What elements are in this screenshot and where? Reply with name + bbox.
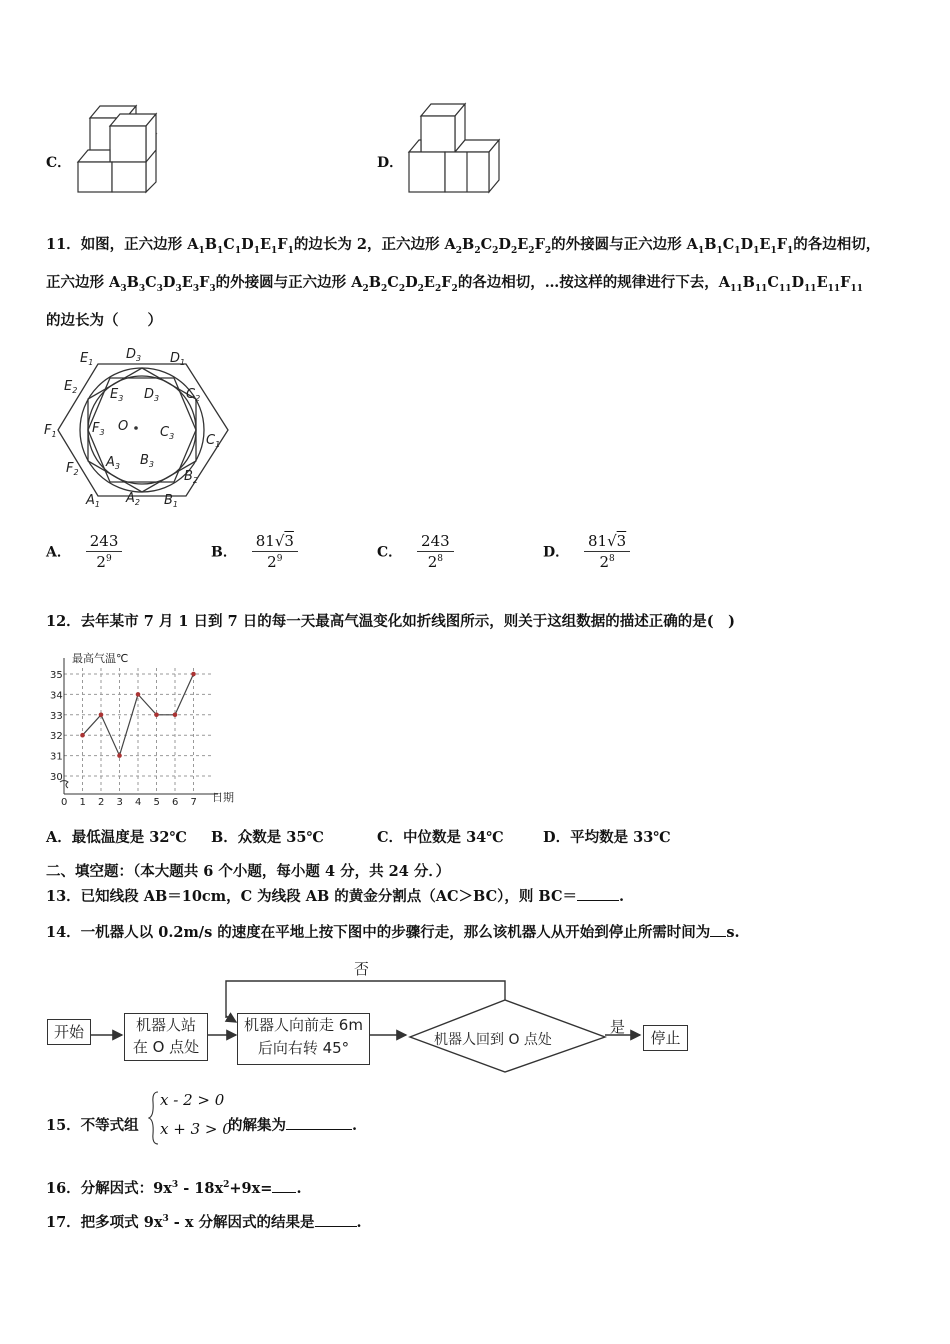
data-point — [80, 733, 85, 738]
data-point — [191, 672, 196, 677]
label-A2: $A_2$ — [126, 491, 140, 507]
x-tick-label: 5 — [153, 797, 160, 806]
q12-text: 12．去年某市 7 月 1 日到 7 日的每一天最高气温变化如折线图所示，则关于这组数据的描述正确的是( ) — [46, 613, 735, 630]
data-point — [117, 753, 122, 758]
label-E3: $E_3$ — [110, 387, 124, 403]
q16-text: 16．分解因式：$9x^3 - 18x^2+9x=$ . — [46, 1179, 302, 1197]
y-tick-label: 33 — [50, 710, 63, 722]
q15-prefix: 15．不等式组 — [46, 1117, 139, 1134]
x-tick-label: 4 — [135, 797, 142, 806]
q11-line2: 正六边形 $A_3B_3C_3D_3E_3F_3$的外接圆与正六边形 $A_2B_2C_2D_2E_2F_2$的各边相切，…按这样的规律进行下去，$A_{11}B_{11}C_{11}D_{11}E_{11}F_{11}$ — [46, 274, 863, 294]
label-C1: $C_1$ — [206, 433, 221, 449]
option-c-label: C． — [46, 155, 72, 171]
y-tick-label: 35 — [50, 670, 63, 681]
q15-inequality-1: x - 2 > 0 — [160, 1091, 225, 1109]
cube-figure-d — [405, 100, 505, 195]
option-d-label: D． — [377, 155, 404, 171]
flow-start-box: 开始 — [47, 1019, 91, 1045]
y-tick-label: 30 — [50, 772, 63, 783]
q14-answer-blank[interactable] — [710, 922, 726, 937]
q15-answer-blank[interactable] — [286, 1115, 352, 1130]
section-2-heading: 二、填空题：（本大题共 6 个小题，每小题 4 分，共 24 分．） — [46, 863, 451, 880]
label-D3: $D_3$ — [144, 387, 160, 403]
chart-title: 最高气温℃ — [72, 652, 129, 665]
label-C3: $C_3$ — [160, 425, 175, 441]
q12-option-a[interactable]: A．最低温度是 32℃ — [46, 829, 187, 846]
label-O: O — [118, 419, 129, 434]
label-F1: $F_1$ — [44, 423, 57, 439]
q11-option-c[interactable]: C． $\frac{243}{2^8}$ — [377, 532, 454, 571]
q15-suffix: 的解集为 . — [228, 1117, 358, 1134]
label-A1: $A_1$ — [86, 493, 100, 509]
x-tick-label: 7 — [190, 797, 197, 806]
q11-line1: 11．如图，正六边形 $A_1B_1C_1D_1E_1F_1$的边长为 2，正六边形 $A_2B_2C_2D_2E_2F_2$的外接圆与正六边形 $A_1B_1C_1D_1E_1F_1$的各边相切， — [46, 236, 881, 256]
q11-option-d[interactable]: D． $\frac{81√3}{2^8}$ — [543, 532, 630, 571]
q12-option-d[interactable]: D．平均数是 33℃ — [543, 829, 671, 846]
data-point — [99, 713, 104, 718]
y-tick-label: 34 — [50, 690, 63, 702]
x-tick-label: 0 — [61, 797, 68, 806]
hexagon-figure — [40, 344, 230, 514]
x-tick-label: 1 — [79, 797, 86, 806]
q12-option-b[interactable]: B．众数是 35℃ — [211, 829, 324, 846]
label-F2: $F_2$ — [66, 461, 79, 477]
x-axis-label: 日期 — [212, 791, 234, 804]
q17-answer-blank[interactable] — [315, 1212, 357, 1227]
label-D3-top: $D_3$ — [126, 347, 142, 363]
y-tick-label: 32 — [50, 731, 63, 743]
label-E1: $E_1$ — [80, 351, 94, 367]
label-F3: $F_3$ — [92, 421, 105, 437]
x-tick-label: 6 — [172, 797, 179, 806]
label-D1: $D_1$ — [170, 351, 186, 367]
label-B2: $B_2$ — [184, 469, 199, 485]
brace-icon — [148, 1090, 160, 1146]
q11-option-b[interactable]: B． $\frac{81√3}{2^9}$ — [211, 532, 298, 571]
flow-decision-text: 机器人回到 O 点处 — [434, 1032, 552, 1048]
data-point — [154, 713, 159, 718]
label-B1: $B_1$ — [164, 493, 179, 509]
temperature-line-chart — [44, 648, 244, 806]
flow-step1-box: 机器人站 在 O 点处 — [124, 1013, 208, 1061]
label-A3: $A_3$ — [106, 455, 120, 471]
flow-step2-box: 机器人向前走 6m 后向右转 45° — [237, 1013, 370, 1065]
q11-option-a[interactable]: A． $\frac{243}{2^9}$ — [46, 532, 122, 571]
cube-figure-c — [76, 100, 176, 195]
q15-inequality-2: x + 3 > 0 — [160, 1120, 232, 1138]
label-E2: $E_2$ — [64, 379, 78, 395]
q17-text: 17．把多项式 $9x^3$ - x 分解因式的结果是 . — [46, 1213, 362, 1231]
label-B3: $B_3$ — [140, 453, 155, 469]
flow-yes-label: 是 — [610, 1018, 626, 1036]
data-point — [173, 713, 178, 718]
data-point — [136, 692, 141, 697]
y-tick-label: 31 — [50, 751, 63, 763]
q13-answer-blank[interactable] — [577, 886, 619, 901]
flow-no-label: 否 — [354, 960, 370, 978]
q13-text: 13．已知线段 AB＝10cm，C 为线段 AB 的黄金分割点（AC＞BC），则 BC＝ . — [46, 888, 625, 905]
x-tick-label: 2 — [98, 797, 105, 806]
q11-line3: 的边长为（ ） — [46, 312, 162, 329]
x-tick-label: 3 — [116, 797, 123, 806]
q16-answer-blank[interactable] — [272, 1178, 296, 1193]
label-C2: $C_2$ — [186, 387, 201, 403]
q12-option-c[interactable]: C．中位数是 34℃ — [377, 829, 504, 846]
flow-stop-box: 停止 — [643, 1025, 688, 1051]
q14-text: 14．一机器人以 0.2m/s 的速度在平地上按下图中的步骤行走，那么该机器人从开始到停止所需时间为 s. — [46, 924, 740, 941]
